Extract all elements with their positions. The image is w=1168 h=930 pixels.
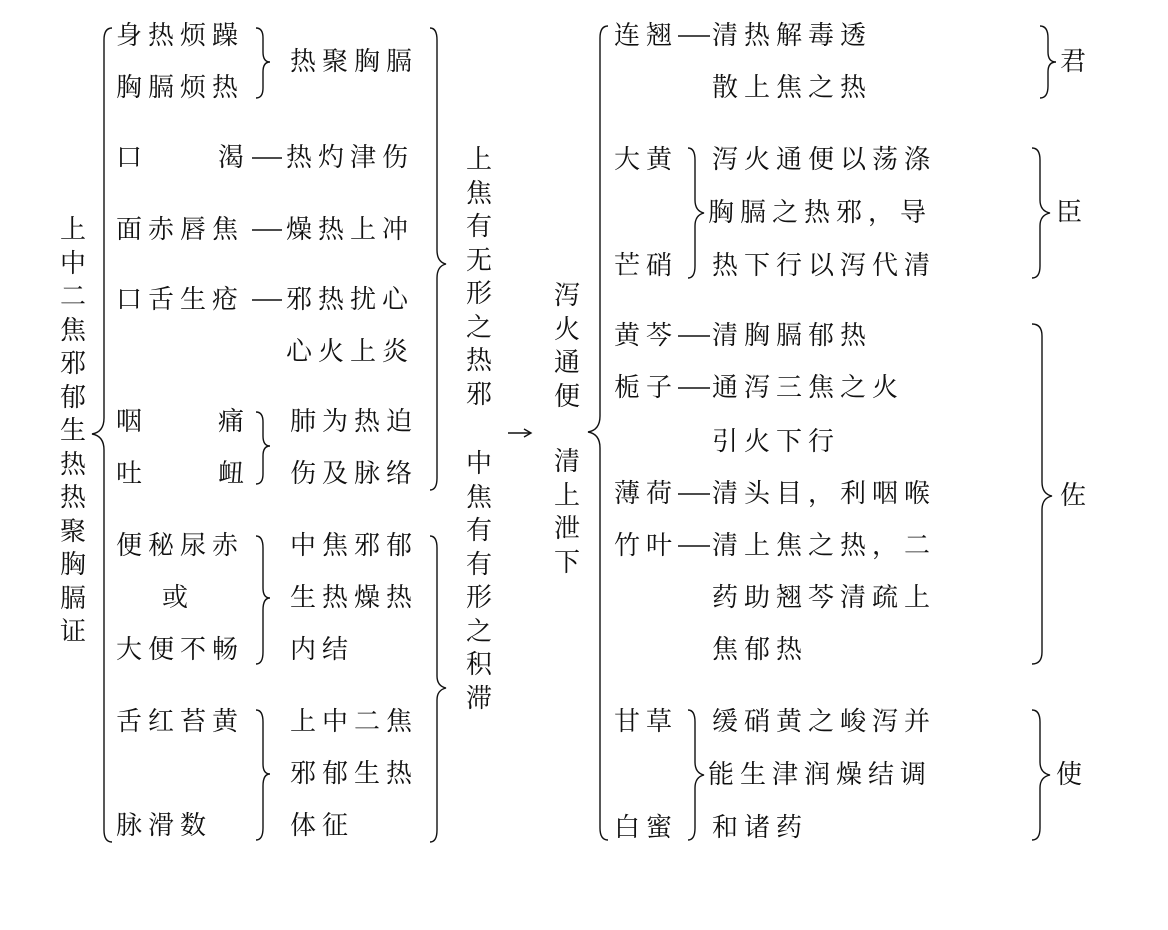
- herb-h7-desc-a: 清上焦之热，二: [712, 531, 937, 561]
- brace-jun: [1040, 26, 1056, 98]
- effect-s9-b: 邪郁生热: [290, 759, 419, 789]
- herb-h4: 黄芩: [614, 321, 679, 351]
- effect-s4: 燥热上冲: [286, 215, 415, 245]
- symptom-s6-a: 咽: [116, 407, 149, 437]
- pathogenesis-upper: 上焦有无形之热邪: [465, 145, 492, 410]
- effect-s5-a: 邪热扰心: [286, 285, 415, 315]
- herb-h89-desc-c: 和诸药: [712, 813, 809, 843]
- brace-shi: [1032, 710, 1050, 840]
- symptom-s3-b: 渴: [218, 143, 251, 173]
- herb-h5-desc-b: 引火下行: [712, 427, 841, 457]
- symptom-s4: 面赤唇焦: [116, 215, 245, 245]
- role-shi: 使: [1056, 760, 1089, 790]
- effect-s9-a: 上中二焦: [290, 707, 419, 737]
- brace-h89: [688, 710, 704, 840]
- effect-s6-b: 伤及脉络: [290, 459, 419, 489]
- brace-upper: [430, 28, 446, 490]
- treatment-a: 泻火通便: [553, 281, 580, 412]
- symptom-s8-c: 大便不畅: [116, 635, 245, 665]
- effect-s3: 热灼津伤: [286, 143, 415, 173]
- effect-s5-b: 心火上炎: [286, 337, 415, 367]
- herb-h23-desc-a: 泻火通便以荡涤: [712, 145, 937, 175]
- symptom-s9: 舌红苔黄: [116, 707, 245, 737]
- symptom-s8-or: 或: [162, 583, 195, 613]
- effect-s9-c: 体征: [290, 811, 355, 841]
- role-jun: 君: [1060, 47, 1093, 77]
- symptom-s7-a: 吐: [116, 459, 149, 489]
- brace-s6: [256, 412, 270, 484]
- brace-h23: [688, 148, 704, 278]
- herb-h1-desc-a: 清热解毒透: [712, 21, 873, 51]
- herb-h3: 芒硝: [614, 251, 679, 281]
- brace-chen: [1032, 148, 1050, 278]
- herb-h4-desc: 清胸膈郁热: [712, 321, 873, 351]
- herb-h1-desc-b: 散上焦之热: [712, 73, 873, 103]
- pathogenesis-middle: 中焦有有形之积滞: [465, 449, 492, 714]
- effect-s1: 热聚胸膈: [290, 47, 419, 77]
- effect-s8-a: 中焦邪郁: [290, 531, 419, 561]
- role-zuo: 佐: [1060, 481, 1093, 511]
- symptom-s2: 胸膈烦热: [116, 73, 245, 103]
- brace-middle: [430, 536, 446, 842]
- symptom-s5: 口舌生疮: [116, 285, 245, 315]
- symptom-s8: 便秘尿赤: [116, 531, 245, 561]
- herb-h5-desc-a: 通泻三焦之火: [712, 373, 905, 403]
- herb-h23-desc-c: 热下行以泻代清: [712, 251, 937, 281]
- herb-h7-desc-b: 药助翘芩清疏上: [712, 583, 937, 613]
- brace-zuo: [1032, 324, 1052, 664]
- herb-h6: 薄荷: [614, 479, 679, 509]
- brace-herbs: [588, 26, 608, 840]
- herb-h9: 白蜜: [614, 813, 679, 843]
- symptom-s10: 脉滑数: [116, 811, 213, 841]
- symptom-s6-b: 痛: [218, 407, 251, 437]
- effect-s8-c: 内结: [290, 635, 355, 665]
- treatment-b: 清上泄下: [553, 447, 580, 578]
- symptom-s7-b: 衄: [218, 459, 251, 489]
- brace-s1: [256, 28, 270, 98]
- herb-h5: 栀子: [614, 373, 679, 403]
- herb-h23-desc-b: 胸膈之热邪，导: [708, 198, 933, 228]
- diagram-title: 上中二焦邪郁生热热聚胸膈证: [59, 215, 86, 647]
- effect-s6-a: 肺为热迫: [290, 407, 419, 437]
- brace-main-left: [92, 28, 112, 842]
- brace-s8: [256, 536, 270, 664]
- herb-h8: 甘草: [614, 707, 679, 737]
- herb-h7-desc-c: 焦郁热: [712, 635, 809, 665]
- effect-s8-b: 生热燥热: [290, 583, 419, 613]
- role-chen: 臣: [1056, 198, 1089, 228]
- herb-h2: 大黄: [614, 145, 679, 175]
- symptom-s1: 身热烦躁: [116, 21, 245, 51]
- herb-h89-desc-b: 能生津润燥结调: [708, 760, 933, 790]
- brace-s9: [256, 710, 270, 840]
- herb-h7: 竹叶: [614, 531, 679, 561]
- herb-h6-desc: 清头目，利咽喉: [712, 479, 937, 509]
- herb-h1: 连翘: [614, 21, 679, 51]
- herb-h89-desc-a: 缓硝黄之峻泻并: [712, 707, 937, 737]
- symptom-s3-a: 口: [116, 143, 149, 173]
